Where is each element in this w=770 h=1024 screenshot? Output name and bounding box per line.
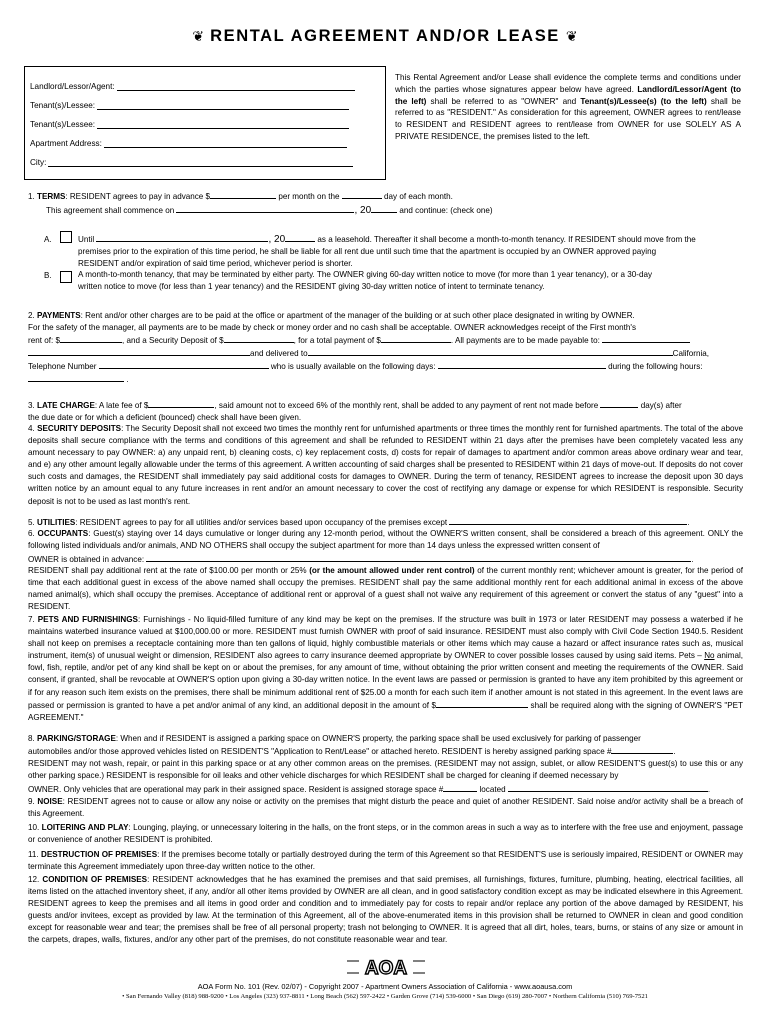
intro-paragraph: This Rental Agreement and/or Lease shall evidence the complete terms and conditions under which the parties whose signatures appear below have agreed. Landlord/Lessor/Agent (to the left) shall be referred to as "OWNER" and Tenant(s)/Lessee(s) (to the left) shall be referred to as "RESIDENT." As consideration for this agreement, OWNER agrees to rent/lease to RESIDENT and RESIDENT agrees to rent/lease from OWNER for use SOLELY AS A PRIVATE RESIDENCE, the premises listed to the left. [395, 73, 742, 141]
section-occupants: 6. OCCUPANTS: Guest(s) staying over 14 days cumulative or longer during any 12-month period, without the OWNER'S written consent, shall be considered a breach of this agreement. ONLY the following listed individuals and/or animals, AND NO OTHERS shall occupy the subject apartment for more than 14 days unless the expressed written consent of [28, 529, 743, 551]
lease-end-date-field[interactable] [96, 233, 268, 242]
security-deposit-field[interactable] [224, 334, 294, 343]
available-hours-field[interactable] [28, 373, 124, 382]
address-field[interactable] [104, 138, 347, 148]
section-noise: 9. NOISE: RESIDENT agrees not to cause or allow any noise or activity on the premises that might disturb the peace and quiet of another RESIDENT. Said noise and/or activity shall be a breach of this Agreement. [28, 797, 743, 819]
payable-to-field[interactable] [602, 334, 690, 343]
telephone-field[interactable] [99, 360, 269, 369]
section-condition: 12. CONDITION OF PREMISES: RESIDENT acknowledges that he has examined the premises and that said premises, all furnishings, fixtures, furniture, plumbing, heating, electrical facilities, all items listed on the attached inventory sheet, if any, and/or all other items provided by OWNER are all clean, and in good satisfactory condition except as may be indicated elsewhere in this Agreement. RESIDENT agrees to keep the premises and all items in good order and condition and to immediately pay for costs to repair and/or replace any portion of the above damaged by RESIDENT, his guests and/or invitees, except as provided by law. At the termination of this Agreement, all of the above-enumerated items in this provision shall be returned to OWNER in clean and good condition except for reasonable wear and tear; the premises shall be free of all personal property; trash not belonging to OWNER. It is agreed that all dirt, holes, tears, burns, or stains of any size or amount in the carpets, drapes, walls, fixtures, and/or any other part of the premises, do not constitute reasonable wear and tear. [28, 875, 744, 945]
late-days-field[interactable] [600, 399, 638, 408]
landlord-field[interactable] [117, 81, 355, 91]
occupants-additional-rent: RESIDENT shall pay additional rent at the rate of $100.00 per month or 25% (or the amount allowed under rent control) of the current monthly rent; whichever amount is greater, for the period of time that each additional guest in excess of the above named shall occupy the premises. RESIDENT shall pay the same additional monthly rent for each additional animal in excess of the above named animal(s), which shall occupy the premises. Acceptance of additional rent or approval of a guest shall not waive any requirement of this agreement or convert the status of any "guest" into a RESIDENT. [28, 566, 744, 612]
commence-date-field[interactable] [176, 204, 354, 213]
commence-row: This agreement shall commence on , 20 and continue: (check one) [46, 205, 493, 216]
commence-year-field[interactable] [371, 204, 397, 213]
lease-end-year-field[interactable] [285, 233, 315, 242]
document-title: ❦ RENTAL AGREEMENT AND/OR LEASE ❦ [192, 27, 578, 45]
city-field[interactable] [48, 157, 353, 167]
aoa-logo-text: AOA [364, 958, 408, 979]
occupants-list-row: OWNER is obtained in advance: . [28, 555, 694, 564]
tenant1-label: Tenant(s)/Lessee: [30, 101, 96, 110]
tenant1-row [30, 100, 349, 110]
option-b-letter: B. [44, 271, 52, 280]
section-destruction: 11. DESTRUCTION OF PREMISES: If the premises become totally or partially destroyed during the term of this Agreement so that RESIDENT'S use is seriously impaired, RESIDENT or OWNER may terminate this Agreement immediately upon three-day written notice to the other. [28, 850, 743, 872]
storage-space-field[interactable] [443, 783, 477, 792]
pet-deposit-field[interactable] [436, 699, 528, 708]
option-b-checkbox[interactable] [60, 271, 72, 283]
form-copyright: AOA Form No. 101 (Rev. 02/07) - Copyright 2007 - Apartment Owners Association of California - www.aoausa.com [197, 982, 573, 991]
utilities-except-field[interactable] [449, 516, 687, 525]
city-row [30, 157, 353, 167]
delivered-to-field[interactable] [308, 347, 673, 356]
total-payment-field[interactable] [381, 334, 451, 343]
storage-location-field[interactable] [508, 783, 708, 792]
landlord-row [30, 81, 355, 91]
ornament-right-icon: ❦ [565, 28, 578, 44]
late-fee-field[interactable] [148, 399, 214, 408]
section-late-charge: 3. LATE CHARGE: A late fee of $ , said amount not to exceed 6% of the monthly rent, shall be added to any payment of rent not made before day(s) after the due date or for which a deficient (bounced) check shall have been given. [28, 401, 682, 423]
parking-rules: RESIDENT may not wash, repair, or paint in this parking space or at any other common areas on the premises. (RESIDENT may not assign, sublet, or allow RESIDENT'S guest(s) to use this or any other parking space.) RESIDENT is responsible for oil leaks and other vehicle discharges for which RESIDENT shall be charged for cleaning if deemed necessary by [28, 759, 743, 781]
parking-space-field[interactable] [611, 745, 673, 754]
section-pets-furnishings: 7. PETS AND FURNISHINGS: Furnishings - No liquid-filled furniture of any kind may be kept on the premises. If the structure was built in 1973 or later RESIDENT may possess a waterbed if he maintains waterbed insurance valued at $100,000.00 or more. RESIDENT must furnish OWNER with proof of said insurance. RESIDENT must also comply with Civil Code Section 1940.5. Resident shall not keep on premises a receptacle containing more than ten gallons of liquid, highly combustible materials or other items which may cause a hazard or affect insurance rates such as, musical instrument, item(s) of unusual weight or dimension, RESIDENT also agrees to carry insurance deemed appropriate by OWNER to cover possible losses caused by using said items. Pets – No animal, fowl, fish, reptile, and/or pet of any kind shall be kept on or about the premises, for any amount of time, without obtaining the prior written consent and meeting the requirements of the OWNER. Said consent, if granted, shall be revocable at OWNER'S option upon giving a 30-day written notice. In the event laws are passed or permission is granted to have any item prohibited by this agreement or if for any reason such item exists on the premises, there shall be minimum additional rent of $25.00 a month for each such item if another amount is not stated in this agreement. In the event laws are passed or permission is granted to have a pet and/or animal of any kind, an additional deposit in the amount of $ shall be required along with the signing of OWNER'S "PET AGREEMENT." [28, 615, 744, 722]
rent-day-field[interactable] [342, 190, 382, 199]
payable-to-field-2[interactable] [28, 347, 250, 356]
section-loitering: 10. LOITERING AND PLAY: Lounging, playing, or unnecessary loitering in the halls, on the front steps, or in the common areas in such a way as to interfere with the free use and enjoyment, passage or convenience of another RESIDENT is prohibited. [28, 823, 744, 845]
occupants-list-field[interactable] [146, 553, 691, 562]
tenant2-label: Tenant(s)/Lessee: [30, 120, 96, 129]
section-parking-storage: 8. PARKING/STORAGE: When and if RESIDENT is assigned a parking space on OWNER'S property, the parking space shall be used exclusively for parking of passenger automobiles and/or those approved vehicles listed on RESIDENT'S "Application to Rent/Lease" or attached hereto. RESIDENT is hereby assigned parking space # . [28, 734, 676, 757]
storage-row: OWNER. Only vehicles that are operational may park in their assigned space. Resident is assigned storage space # located . [28, 785, 711, 794]
section-security-deposits: 4. SECURITY DEPOSITS: The Security Deposit shall not exceed two times the monthly rent for unfurnished apartments or three times the monthly rent for furnished apartments. The total of the above deposits shall secure compliance with the terms and conditions of this agreement and shall be refunded to RESIDENT within 21 days after the premises have been completely vacated less any amount necessary to pay OWNER: a) any unpaid rent, b) cleaning costs, c) key replacement costs, d) costs for repair of damages to apartment and/or common areas above ordinary wear and tear, and e) any other amount legally allowable under the terms of this agreement. A written accounting of said charges shall be presented to RESIDENT within 21 days of move-out. If deposits do not cover such costs and damages, the RESIDENT shall immediately pay said additional costs for damages to OWNER. During the term of tenancy, RESIDENT agrees to increase the deposit upon 30 days written notice by an amount equal to any future increases in rent and/or an amount necessary to cover the cost of rectifying any damage or expense for which RESIDENT is responsible. Security deposit is not to be used as last month's rent. [28, 424, 744, 506]
available-days-field[interactable] [438, 360, 606, 369]
section-payments: 2. PAYMENTS: Rent and/or other charges are to be paid at the office or apartment of the manager of the building or at such other place designated in writing by OWNER. For the safety of the manager, all payments are to be made by check or money order and no cash shall be acceptable. OWNER acknowledges receipt of the First month's rent of: $ , and a Security Deposit of $ , for a total payment of $ . All payments are to be made payable to: and delivered to California, Telephone Number who is usually available on the following days: during the following hours: . [28, 311, 710, 385]
landlord-label: Landlord/Lessor/Agent: [30, 82, 115, 91]
address-row [30, 138, 347, 148]
office-locations: • San Fernando Valley (818) 988-9200 • Los Angeles (323) 937-8811 • Long Beach (562) 597-2422 • Garden Grove (714) 539-6000 • San Diego (619) 280-7007 • Northern California (510) 769-7521 [122, 993, 648, 1000]
rent-amount-field[interactable] [210, 190, 276, 199]
first-month-rent-field[interactable] [60, 334, 122, 343]
tenant2-row [30, 119, 349, 129]
section-terms: 1. TERMS: RESIDENT agrees to pay in advance $ per month on the day of each month. [28, 192, 453, 201]
tenant1-field[interactable] [97, 100, 349, 110]
option-a-letter: A. [44, 235, 52, 244]
option-b-text: A month-to-month tenancy, that may be terminated by either party. The OWNER giving 60-day written notice to move (for more than 1 year tenancy), or a 30-day written notice to move (for less than 1 year tenancy) and the RESIDENT giving 30-day written notice of intent to terminate tenancy. [78, 270, 653, 292]
city-label: City: [30, 158, 47, 167]
aoa-logo-icon [347, 955, 425, 979]
tenant2-field[interactable] [97, 119, 349, 129]
address-label: Apartment Address: [30, 139, 102, 148]
section-utilities: 5. UTILITIES: RESIDENT agrees to pay for all utilities and/or services based upon occupancy of the premises except . [28, 518, 690, 527]
ornament-left-icon: ❦ [192, 28, 205, 44]
option-a-checkbox[interactable] [60, 231, 72, 243]
option-a-text: Until , 20 as a leasehold. Thereafter it shall become a month-to-month tenancy. If RESIDENT should move from the premises prior to the expiration of this time period, he shall be liable for all rent due until such time that the apartment is occupied by an OWNER approved paying RESIDENT and/or expiration of said time period, whichever period is shorter. [78, 234, 696, 269]
